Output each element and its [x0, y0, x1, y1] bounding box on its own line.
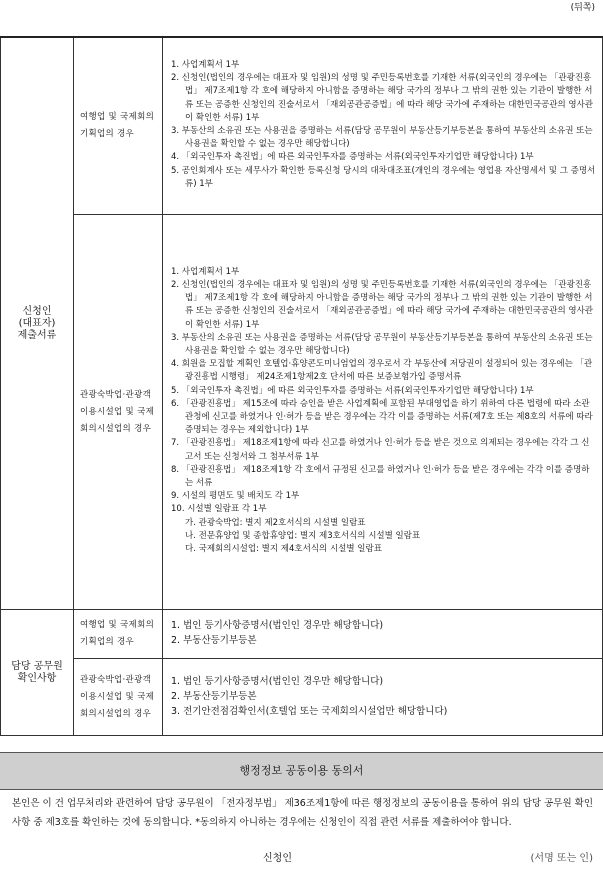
consent-title: 행정정보 공동이용 동의서 — [239, 764, 364, 777]
signature-note[interactable]: (서명 또는 인) — [530, 853, 593, 864]
doc-item: 8. 「관광진흥법」 제18조제1항 각 호에서 규정된 신고를 하였거나 인·허가 등을 받은 경우에는 각각 이를 증명하는 서류 — [171, 464, 590, 489]
signature-line — [0, 849, 603, 865]
travel-business-docs — [163, 37, 603, 215]
travel-business-label: 여행업 및 국제회의기획업의 경우 — [80, 112, 155, 139]
check-item: 1. 법인 등기사항증명서(법인인 경우만 해당합니다) — [171, 675, 384, 687]
official-check-label: 담당 공무원 확인사항 — [11, 660, 63, 684]
official-travel-label-cell — [74, 610, 163, 659]
check-item: 2. 부동산등기부등본 — [171, 635, 257, 646]
travel-business-label-cell — [74, 37, 163, 215]
applicant-travel-row — [1, 37, 603, 215]
signer-label: 신청인 — [263, 853, 292, 864]
official-lodging-row — [1, 659, 603, 736]
doc-subitem: 다. 국제회의시설업: 별지 제4호서식의 시설별 일람표 — [185, 544, 382, 555]
doc-item: 5. 「외국인투자 촉진법」에 따른 외국인투자를 증명하는 서류(외국인투자기업만 해당합니다) 1부 — [171, 385, 534, 396]
check-item: 1. 법인 등기사항증명서(법인인 경우만 해당합니다) — [171, 620, 384, 631]
lodging-business-label: 관광숙박업·관광객이용시설업 및 국제회의시설업의 경우 — [80, 389, 155, 434]
doc-item: 3. 부동산의 소유권 또는 사용권을 증명하는 서류(담당 공무원이 부동산등기부등본을 통하여 부동산의 소유권 또는 사용권을 확인할 수 없는 경우만 해당합니다) — [171, 332, 593, 356]
doc-item: 9. 시설의 평면도 및 배치도 각 1부 — [171, 491, 300, 502]
doc-item: 6. 「관광진흥법」 제15조에 따라 승인을 받은 사업계획에 포함된 부대영업을 하기 위하여 다른 법령에 따라 소관관청에 신고를 하였거나 인·허가 등을 받은 경우에는 각각 이를 증명하는 서류(제7호 또는 제8호의 서류에 따라 증명되는 경우는 제외합니다) 1부 — [171, 398, 593, 436]
official-travel-label: 여행업 및 국제회의기획업의 경우 — [80, 620, 155, 647]
applicant-docs-header — [1, 37, 74, 610]
lodging-business-docs — [163, 215, 603, 610]
applicant-lodging-row — [1, 215, 603, 610]
page-side-note: (뒤쪽) — [570, 3, 595, 13]
lodging-business-label-cell — [74, 215, 163, 610]
consent-text: 본인은 이 건 업무처리와 관련하여 담당 공무원이 「전자정부법」 제36조제1항에 따른 행정정보의 공동이용을 통하여 위의 담당 공무원 확인사항 중 제3호를 확인하는 것에 동의합니다. *동의하지 아니하는 경우에는 신청인이 직접 관련 서류를 제출하여야 합니다. — [12, 798, 594, 828]
official-check-header — [1, 610, 74, 736]
official-lodging-label-cell — [74, 659, 163, 736]
official-lodging-label: 관광숙박업·관광객이용시설업 및 국제회의시설업의 경우 — [80, 674, 155, 719]
doc-item: 4. 회원을 모집할 계획인 호텔업·휴양콘도미니엄업의 경우로서 각 부동산에 저당권이 설정되어 있는 경우에는 「관광진흥법 시행령」 제24조제1항제2호 단서에 따른 보증보험가입 증명서류 — [171, 359, 593, 383]
doc-item: 5. 공인회계사 또는 세무사가 확인한 등록신청 당시의 대차대조표(개인의 경우에는 영업용 자산명세서 및 그 증명서류) 1부 — [171, 165, 596, 189]
doc-subitem: 나. 전문휴양업 및 종합휴양업: 별지 제3호서식의 시설별 일람표 — [185, 530, 421, 541]
applicant-docs-label: 신청인 (대표자) 제출서류 — [17, 305, 57, 341]
doc-item: 7. 「관광진흥법」 제18조제1항에 따라 신고를 하였거나 인·허가 등을 받은 것으로 의제되는 경우에는 각각 그 신고서 또는 신청서와 그 첨부서류 1부 — [171, 438, 590, 462]
official-lodging-docs — [163, 659, 603, 736]
check-item: 3. 전기안전점검확인서(호텔업 또는 국제회의시설업만 해당합니다) — [171, 705, 448, 717]
doc-item: 1. 사업계획서 1부 — [171, 59, 240, 70]
doc-item: 10. 시설별 일람표 각 1부 — [171, 504, 267, 515]
doc-item: 3. 부동산의 소유권 또는 사용권을 증명하는 서류(담당 공무원이 부동산등기부등본을 통하여 부동산의 소유권 또는 사용권을 확인할 수 없는 경우만 해당합니다) — [171, 126, 593, 150]
official-travel-row — [1, 610, 603, 659]
doc-item: 1. 사업계획서 1부 — [171, 266, 240, 277]
official-travel-docs — [163, 610, 603, 659]
doc-subitem: 가. 관광숙박업: 별지 제2호서식의 시설별 일람표 — [185, 517, 366, 528]
doc-item: 4. 「외국인투자 촉진법」에 따른 외국인투자를 증명하는 서류(외국인투자기업만 해당합니다) 1부 — [171, 152, 534, 163]
doc-item: 2. 신청인(법인의 경우에는 대표자 및 임원)의 성명 및 주민등록번호를 기재한 서류(외국인의 경우에는 「관광진흥법」 제7조제1항 각 호에 해당하지 아니함을 증명하는 해당 국가의 정부나 그 밖의 권한 있는 기관이 발행한 서류 또는 공증한 신청인의 진술서로서 「재외공관공증법」에 따라 해당 국가에 주재하는 대한민국공관의 영사관이 확인한 서류) 1부 — [171, 73, 594, 123]
doc-item: 2. 신청인(법인의 경우에는 대표자 및 임원)의 성명 및 주민등록번호를 기재한 서류(외국인의 경우에는 「관광진흥법」 제7조제1항 각 호에 해당하지 아니함을 증명하는 해당 국가의 정부나 그 밖의 권한 있는 기관이 발행한 서류 또는 공증한 신청인의 진술서로서 「재외공관공증법」에 따라 해당 국가에 주재하는 대한민국공관의 영사관이 확인한 서류) 1부 — [171, 279, 594, 330]
consent-title-bar — [0, 752, 603, 790]
check-item: 2. 부동산등기부등본 — [171, 690, 257, 702]
documents-table — [0, 36, 603, 736]
